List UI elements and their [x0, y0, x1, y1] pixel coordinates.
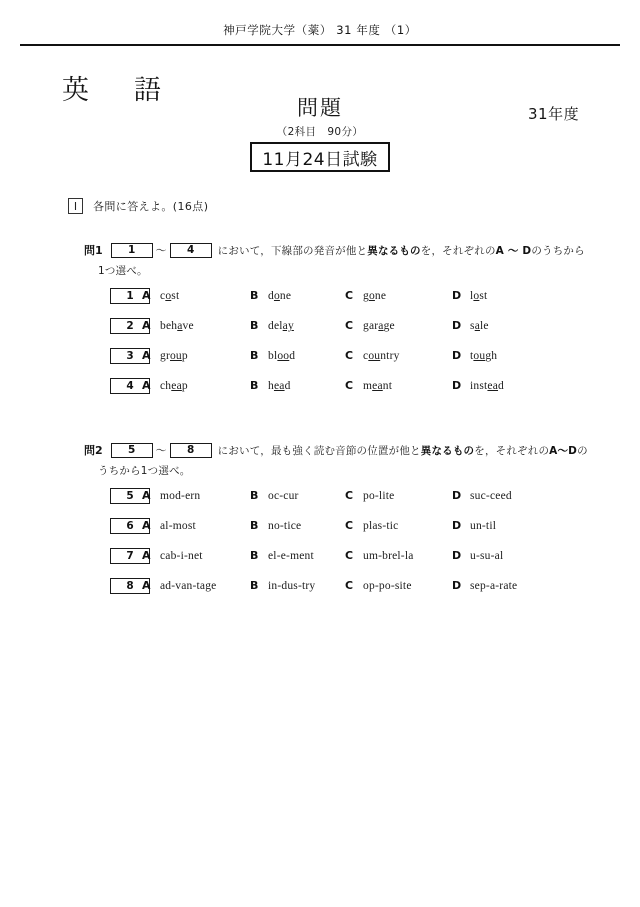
answer-choice[interactable]: [250, 519, 301, 532]
table-row: [0, 348, 640, 378]
answer-choice[interactable]: [142, 579, 216, 592]
question-prompt-line-2: 1つ選べ。: [98, 265, 148, 277]
answer-choice[interactable]: [345, 289, 386, 302]
answer-choice[interactable]: [452, 549, 503, 562]
answer-choice[interactable]: [142, 289, 179, 302]
answer-choice[interactable]: [142, 319, 194, 332]
choice-letter: A: [142, 549, 151, 562]
answer-choice[interactable]: [250, 489, 299, 502]
choice-letter: D: [452, 489, 462, 502]
choice-letter: A: [142, 319, 151, 332]
answer-number-box[interactable]: 8: [170, 443, 212, 458]
choice-letter: A: [142, 379, 151, 392]
choice-word: delay: [268, 320, 294, 332]
question-prompt-line-1: [84, 242, 585, 258]
choice-word: blood: [268, 350, 296, 362]
choice-letter: A: [142, 289, 151, 302]
answer-number-box[interactable]: 7: [110, 548, 150, 564]
section-instruction: 各問に答えよ。(16点): [93, 200, 209, 213]
choice-letter: D: [452, 519, 462, 532]
choice-word: sep-a-rate: [470, 580, 518, 592]
answer-number-box[interactable]: 5: [110, 488, 150, 504]
choice-letter: B: [250, 289, 259, 302]
question-label: 問1: [84, 244, 103, 257]
answer-choice[interactable]: [142, 349, 188, 362]
answer-choice[interactable]: [250, 549, 314, 562]
table-row: [0, 488, 640, 518]
choice-letter: D: [452, 579, 462, 592]
answer-choice[interactable]: [452, 289, 487, 302]
choice-word: sale: [470, 320, 489, 332]
choice-letter: B: [250, 579, 259, 592]
table-row: [0, 318, 640, 348]
answer-number-box[interactable]: 4: [170, 243, 212, 258]
choice-letter: D: [452, 349, 462, 362]
choice-letter: A: [142, 579, 151, 592]
choice-word: ad-van-tage: [160, 580, 217, 592]
choice-word: group: [160, 350, 188, 362]
answer-choice[interactable]: [345, 579, 412, 592]
table-row: [0, 518, 640, 548]
choice-word: cheap: [160, 380, 188, 392]
choice-letter: A: [142, 519, 151, 532]
choice-word: um-brel-la: [363, 550, 414, 562]
choice-word: po-lite: [363, 490, 395, 502]
choice-letter: A: [142, 349, 151, 362]
choice-letter: C: [345, 379, 354, 392]
running-header: 神戸学院大学（薬） 31 年度 （1）: [223, 23, 417, 37]
answer-number-box[interactable]: 5: [111, 443, 153, 458]
answer-number-box[interactable]: 6: [110, 518, 150, 534]
choice-letter: D: [452, 549, 462, 562]
choice-word: meant: [363, 380, 393, 392]
answer-choice[interactable]: [250, 319, 294, 332]
choice-letter: C: [345, 549, 354, 562]
answer-choice[interactable]: [452, 349, 497, 362]
table-row: [0, 578, 640, 608]
choice-word: mod-ern: [160, 490, 201, 502]
question-label: 問2: [84, 444, 103, 457]
choice-letter: B: [250, 319, 259, 332]
choice-letter: B: [250, 349, 259, 362]
choice-word: cab-i-net: [160, 550, 203, 562]
choice-letter: C: [345, 579, 354, 592]
choice-letter: C: [345, 319, 354, 332]
choice-letter: C: [345, 519, 354, 532]
choice-letter: A: [142, 489, 151, 502]
question-prompt-text: において，下線部の発音が他と異なるものを，それぞれのA ～ Dのうちから: [217, 244, 585, 257]
exam-duration-note: （2科目 90分）: [276, 126, 364, 138]
answer-choice[interactable]: [452, 489, 512, 502]
choice-letter: C: [345, 489, 354, 502]
choice-letter: C: [345, 289, 354, 302]
exam-type-label: 問題: [297, 96, 343, 120]
question-prompt-line-1: [84, 442, 588, 458]
question-prompt-text: において，最も強く読む音節の位置が他と異なるものを，それぞれのA～Dの: [217, 444, 588, 457]
choice-word: al-most: [160, 520, 196, 532]
answer-choice[interactable]: [250, 379, 291, 392]
choice-word: garage: [363, 320, 395, 332]
choice-word: u-su-al: [470, 550, 504, 562]
answer-choice[interactable]: [345, 489, 394, 502]
choice-word: done: [268, 290, 292, 302]
choice-word: gone: [363, 290, 387, 302]
answer-choice[interactable]: [345, 519, 398, 532]
answer-number-box[interactable]: 1: [111, 243, 153, 258]
answer-number-box[interactable]: 1: [110, 288, 150, 304]
answer-rows: [0, 288, 640, 408]
choice-word: cost: [160, 290, 180, 302]
choice-word: lost: [470, 290, 488, 302]
exam-year-label: 31年度: [528, 105, 580, 123]
choice-word: op-po-site: [363, 580, 412, 592]
question-prompt-line-2: うちから1つ選べ。: [98, 465, 191, 477]
answer-choice[interactable]: [345, 379, 392, 392]
answer-choice[interactable]: [142, 519, 196, 532]
answer-choice[interactable]: [142, 489, 200, 502]
table-row: [0, 288, 640, 318]
choice-word: oc-cur: [268, 490, 299, 502]
answer-choice[interactable]: [452, 319, 489, 332]
answer-rows: [0, 488, 640, 608]
answer-choice[interactable]: [345, 349, 400, 362]
range-tilde: ～: [155, 444, 167, 457]
answer-choice[interactable]: [250, 289, 291, 302]
choice-letter: B: [250, 379, 259, 392]
answer-number-box[interactable]: 2: [110, 318, 150, 334]
answer-choice[interactable]: [452, 579, 517, 592]
choice-word: behave: [160, 320, 194, 332]
answer-number-box[interactable]: 8: [110, 578, 150, 594]
choice-letter: D: [452, 379, 462, 392]
choice-word: un-til: [470, 520, 497, 532]
choice-letter: C: [345, 349, 354, 362]
header-divider: [20, 44, 620, 46]
choice-letter: B: [250, 519, 259, 532]
choice-letter: D: [452, 289, 462, 302]
choice-word: in-dus-try: [268, 580, 316, 592]
answer-choice[interactable]: [250, 349, 295, 362]
table-row: [0, 548, 640, 578]
answer-choice[interactable]: [142, 379, 188, 392]
section-number-box: Ⅰ: [68, 198, 83, 214]
choice-word: head: [268, 380, 291, 392]
choice-letter: B: [250, 489, 259, 502]
answer-choice[interactable]: [142, 549, 203, 562]
choice-word: tough: [470, 350, 498, 362]
choice-word: country: [363, 350, 400, 362]
range-tilde: ～: [155, 244, 167, 257]
answer-number-box[interactable]: 3: [110, 348, 150, 364]
choice-letter: B: [250, 549, 259, 562]
choice-word: instead: [470, 380, 504, 392]
choice-letter: D: [452, 319, 462, 332]
choice-word: no-tice: [268, 520, 302, 532]
table-row: [0, 378, 640, 408]
choice-word: suc-ceed: [470, 490, 512, 502]
answer-choice[interactable]: [250, 579, 315, 592]
answer-choice[interactable]: [345, 549, 414, 562]
answer-number-box[interactable]: 4: [110, 378, 150, 394]
choice-word: plas-tic: [363, 520, 399, 532]
answer-choice[interactable]: [452, 379, 504, 392]
section-heading: [68, 198, 208, 214]
answer-choice[interactable]: [345, 319, 395, 332]
exam-date-box: 11月24日試験: [250, 142, 390, 172]
page-title: 英 語: [62, 75, 170, 106]
choice-word: el-e-ment: [268, 550, 314, 562]
answer-choice[interactable]: [452, 519, 496, 532]
